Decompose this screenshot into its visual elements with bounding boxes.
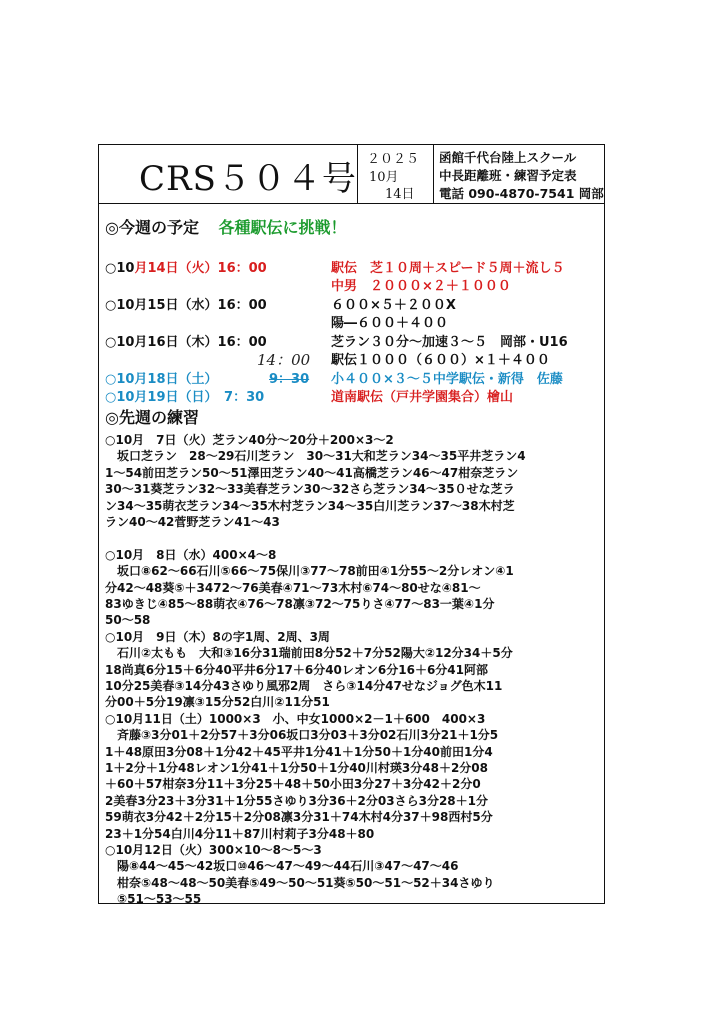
log-line: 18尚真6分15＋6分40平井6分17＋6分40レオン6分16＋6分41阿部 bbox=[105, 662, 488, 677]
log-line: ラン40～42菅野芝ラン41～43 bbox=[105, 515, 280, 529]
this-week-slogan: 各種駅伝に挑戦！ bbox=[218, 218, 347, 237]
schedule-detail: 駅伝 芝１０周＋スピード５周＋流し５ bbox=[331, 261, 565, 276]
schedule-detail: 小４００×３～５中学駅伝・新得 佐藤 bbox=[331, 372, 563, 387]
log-line: 59萌衣3分42＋2分15＋2分08凛3分31＋74木村4分37＋98西村5分 bbox=[105, 810, 493, 825]
document-title: CRS５０４号 bbox=[139, 159, 357, 199]
log-line: 30～31葵芝ラン32～33美春芝ラン30～32さら芝ラン34～35０せな芝ラ bbox=[105, 482, 515, 497]
date-month: 10月 bbox=[369, 170, 399, 185]
schedule-document bbox=[98, 144, 605, 907]
schedule-row bbox=[105, 386, 514, 405]
handwritten-time: 14：00 bbox=[257, 351, 311, 369]
log-line: 83ゆきじ④85～88萌衣④76～78凛③72～75りさ④77～83一葉④1分 bbox=[105, 597, 495, 611]
log-line: 分00＋5分19凛③15分52白川②11分51 bbox=[105, 695, 330, 710]
schedule-row bbox=[105, 368, 563, 387]
log-line: 1＋48原田3分08＋1分42＋45平井1分41＋1分50＋1分40前田1分4 bbox=[105, 744, 493, 759]
schedule-date: ○10 bbox=[105, 261, 135, 276]
org-team: 中長距離班・練習予定表 bbox=[439, 168, 577, 183]
schedule-date: ○10月15日（水）16：00 bbox=[105, 298, 267, 313]
log-line: 陽⑧44～45～42坂口⑩46～47～49～44石川③47～47～46 bbox=[105, 859, 459, 874]
schedule-date: ○10月18日（土） bbox=[105, 372, 218, 387]
log-line: ン34～35萌衣芝ラン34～35木村芝ラン34～35白川芝ラン37～38木村芝 bbox=[105, 498, 515, 513]
schedule-row bbox=[105, 294, 456, 313]
this-week-title: ◎今週の予定 bbox=[105, 218, 199, 237]
log-line: 分42～48葵⑤＋3472～76美春④71～73木村⑥74～80せな④81～ bbox=[105, 580, 481, 595]
log-line: ○10月 9日（木）8の字1周、2周、3周 bbox=[105, 629, 330, 644]
date-day: 14日 bbox=[385, 187, 415, 202]
schedule-row bbox=[105, 331, 568, 350]
date-year: ２０２５ bbox=[367, 152, 420, 167]
log-line: 1～54前田芝ラン50～51澤田芝ラン40～41高橋芝ラン46～47柑奈芝ラン bbox=[105, 465, 519, 480]
schedule-time-struck: 9：30 bbox=[269, 372, 310, 387]
schedule-detail-sub: 中男 ２０００×２＋１０００ bbox=[331, 279, 511, 294]
last-week-heading: ◎先週の練習 bbox=[105, 408, 199, 427]
org-name: 函館千代台陸上スクール bbox=[439, 150, 577, 165]
log-line: ○10月 7日（火）芝ラン40分～20分＋200×3～2 bbox=[105, 433, 394, 447]
schedule-detail-sub: 陽―６００＋４００ bbox=[331, 316, 449, 331]
log-line: 23＋1分54白川4分11＋87川村莉子3分48＋80 bbox=[105, 826, 375, 841]
document-header bbox=[99, 145, 604, 204]
schedule-detail-sub: 駅伝１０００（６００）×１＋４００ bbox=[331, 353, 550, 368]
log-line: ○10月12日（火）300×10～8～5～3 bbox=[105, 843, 322, 857]
date-cell bbox=[357, 145, 434, 203]
log-line: 柑奈⑤48～48～50美春⑤49～50～51葵⑤50～51～52＋34さゆり bbox=[105, 875, 495, 890]
schedule-date-highlight: 月14日（火）16：00 bbox=[134, 261, 267, 276]
schedule-row bbox=[105, 257, 565, 276]
log-line: 坂口芝ラン 28～29石川芝ラン 30～31大和芝ラン34～35平井芝ラン4 bbox=[105, 449, 526, 464]
schedule-date: ○10月16日（木）16：00 bbox=[105, 335, 267, 350]
schedule-detail: 芝ラン３０分～加速３～５ 岡部・U16 bbox=[331, 335, 568, 350]
log-line: 石川②太もも 大和③16分31瑞前田8分52＋7分52陽大②12分34＋5分 bbox=[105, 646, 513, 661]
schedule-detail: ６００×５＋２００X bbox=[331, 298, 456, 313]
title-cell bbox=[99, 145, 358, 203]
schedule-detail: 道南駅伝（戸井学園集合）檜山 bbox=[331, 390, 514, 405]
log-line: ⑤51～53～55 bbox=[105, 892, 202, 907]
log-line: 斉藤③3分01＋2分57＋3分06坂口3分03＋3分02石川3分21＋1分5 bbox=[105, 728, 499, 743]
log-line: ○10月11日（土）1000×3 小、中女1000×2－1＋600 400×3 bbox=[105, 711, 486, 726]
log-line: ＋60＋57柑奈3分11＋3分25＋48＋50小田3分27＋3分42＋2分0 bbox=[105, 777, 481, 792]
log-line: 10分25美春③14分43さゆり風邪2周 さら③14分47せなジョグ色木11 bbox=[105, 679, 503, 693]
log-line: ○10月 8日（水）400×4～8 bbox=[105, 547, 277, 562]
schedule-date: ○10月19日（日） 7：30 bbox=[105, 390, 265, 405]
log-line: 50～58 bbox=[105, 613, 151, 628]
log-line: 坂口⑧62～66石川⑤66～75保川③77～78前田④1分55～2分レオン④1 bbox=[105, 564, 514, 579]
this-week-heading bbox=[105, 215, 347, 238]
org-phone: 電話 090-4870-7541 岡部 bbox=[439, 186, 604, 201]
log-line: 1＋2分＋1分48レオン1分41＋1分50＋1分40川村瑛3分48＋2分08 bbox=[105, 761, 488, 775]
log-line: 2美春3分23＋3分31＋1分55さゆり3分36＋2分03さら3分28＋1分 bbox=[105, 793, 488, 808]
